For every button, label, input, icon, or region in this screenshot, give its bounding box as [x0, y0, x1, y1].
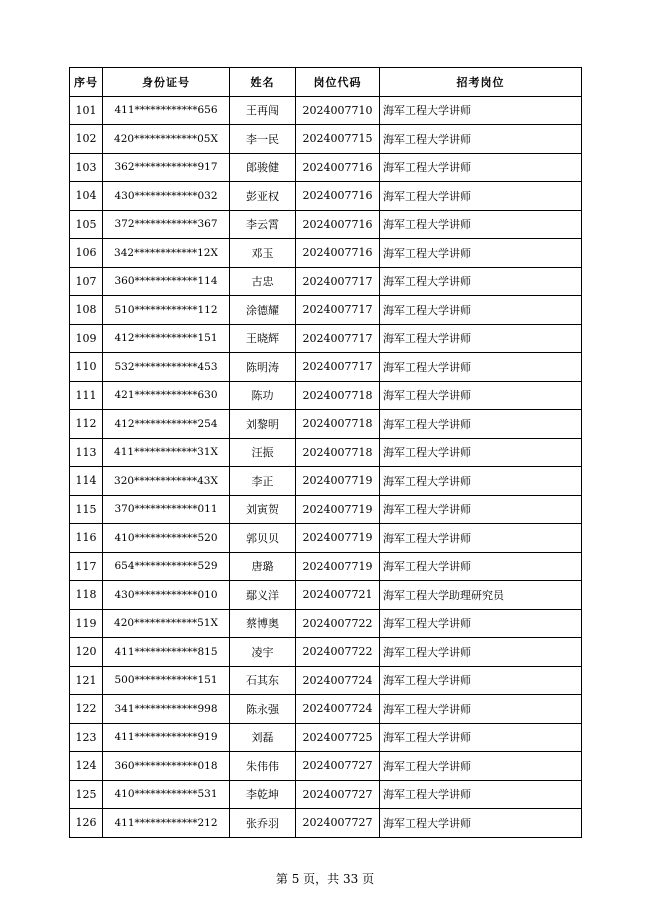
cell-serial: 111 — [70, 381, 103, 410]
table-row — [70, 581, 582, 610]
cell-name: 陈功 — [230, 381, 296, 410]
cell-serial: 117 — [70, 552, 103, 581]
cell-id-number: 500************151 — [103, 666, 230, 695]
cell-post-code: 2024007719 — [296, 495, 380, 524]
cell-post: 海军工程大学讲师 — [380, 438, 582, 467]
cell-id-number: 654************529 — [103, 552, 230, 581]
table-row — [70, 210, 582, 239]
cell-post: 海军工程大学讲师 — [380, 666, 582, 695]
cell-id-number: 510************112 — [103, 296, 230, 325]
cell-serial: 113 — [70, 438, 103, 467]
cell-id-number: 372************367 — [103, 210, 230, 239]
cell-post-code: 2024007724 — [296, 695, 380, 724]
cell-name: 石其东 — [230, 666, 296, 695]
table-row — [70, 267, 582, 296]
cell-post: 海军工程大学讲师 — [380, 780, 582, 809]
cell-name: 陈明涛 — [230, 353, 296, 382]
cell-post-code: 2024007716 — [296, 239, 380, 268]
cell-post-code: 2024007721 — [296, 581, 380, 610]
cell-id-number: 411************31X — [103, 438, 230, 467]
cell-serial: 109 — [70, 324, 103, 353]
cell-post-code: 2024007718 — [296, 438, 380, 467]
table-row — [70, 296, 582, 325]
cell-serial: 106 — [70, 239, 103, 268]
page-footer: 第 5 页，共 33 页 — [275, 872, 375, 886]
cell-id-number: 430************032 — [103, 182, 230, 211]
cell-post-code: 2024007717 — [296, 267, 380, 296]
cell-post: 海军工程大学讲师 — [380, 182, 582, 211]
table-header-row — [70, 68, 582, 97]
cell-post: 海军工程大学讲师 — [380, 296, 582, 325]
cell-id-number: 532************453 — [103, 353, 230, 382]
cell-post-code: 2024007715 — [296, 125, 380, 154]
cell-post: 海军工程大学讲师 — [380, 752, 582, 781]
cell-post-code: 2024007717 — [296, 353, 380, 382]
cell-post: 海军工程大学讲师 — [380, 695, 582, 724]
cell-id-number: 362************917 — [103, 153, 230, 182]
table-row — [70, 353, 582, 382]
cell-name: 蔡博奥 — [230, 609, 296, 638]
cell-name: 陈永强 — [230, 695, 296, 724]
cell-id-number: 342************12X — [103, 239, 230, 268]
cell-post: 海军工程大学讲师 — [380, 410, 582, 439]
cell-name: 张乔羽 — [230, 809, 296, 838]
cell-id-number: 410************520 — [103, 524, 230, 553]
cell-post: 海军工程大学讲师 — [380, 353, 582, 382]
header-name: 姓名 — [230, 68, 296, 97]
cell-id-number: 412************254 — [103, 410, 230, 439]
cell-name: 彭亚权 — [230, 182, 296, 211]
cell-serial: 120 — [70, 638, 103, 667]
cell-id-number: 410************531 — [103, 780, 230, 809]
cell-serial: 102 — [70, 125, 103, 154]
cell-post: 海军工程大学讲师 — [380, 495, 582, 524]
cell-id-number: 360************018 — [103, 752, 230, 781]
cell-post-code: 2024007719 — [296, 524, 380, 553]
cell-name: 古忠 — [230, 267, 296, 296]
table-row — [70, 410, 582, 439]
cell-post-code: 2024007718 — [296, 410, 380, 439]
cell-post-code: 2024007718 — [296, 381, 380, 410]
cell-name: 涂德耀 — [230, 296, 296, 325]
cell-post-code: 2024007710 — [296, 96, 380, 125]
table-row — [70, 723, 582, 752]
cell-serial: 105 — [70, 210, 103, 239]
cell-serial: 114 — [70, 467, 103, 496]
table-row — [70, 96, 582, 125]
table-row — [70, 666, 582, 695]
table-row — [70, 609, 582, 638]
table-row — [70, 552, 582, 581]
header-id-number: 身份证号 — [103, 68, 230, 97]
cell-post: 海军工程大学讲师 — [380, 638, 582, 667]
cell-name: 刘黎明 — [230, 410, 296, 439]
cell-serial: 103 — [70, 153, 103, 182]
cell-name: 李正 — [230, 467, 296, 496]
cell-post-code: 2024007725 — [296, 723, 380, 752]
table-row — [70, 780, 582, 809]
cell-post-code: 2024007727 — [296, 780, 380, 809]
header-post: 招考岗位 — [380, 68, 582, 97]
cell-serial: 119 — [70, 609, 103, 638]
cell-post: 海军工程大学讲师 — [380, 153, 582, 182]
cell-name: 郭贝贝 — [230, 524, 296, 553]
table-row — [70, 695, 582, 724]
cell-post: 海军工程大学讲师 — [380, 524, 582, 553]
cell-post: 海军工程大学讲师 — [380, 609, 582, 638]
header-post-code: 岗位代码 — [296, 68, 380, 97]
cell-id-number: 421************630 — [103, 381, 230, 410]
cell-post-code: 2024007722 — [296, 609, 380, 638]
cell-name: 汪振 — [230, 438, 296, 467]
cell-post: 海军工程大学讲师 — [380, 381, 582, 410]
cell-id-number: 320************43X — [103, 467, 230, 496]
cell-post: 海军工程大学讲师 — [380, 552, 582, 581]
cell-post: 海军工程大学讲师 — [380, 467, 582, 496]
table-row — [70, 125, 582, 154]
cell-serial: 126 — [70, 809, 103, 838]
cell-post: 海军工程大学讲师 — [380, 324, 582, 353]
cell-id-number: 411************656 — [103, 96, 230, 125]
cell-name: 李一民 — [230, 125, 296, 154]
cell-serial: 115 — [70, 495, 103, 524]
cell-name: 鄢义洋 — [230, 581, 296, 610]
cell-serial: 121 — [70, 666, 103, 695]
cell-post-code: 2024007724 — [296, 666, 380, 695]
table-row — [70, 638, 582, 667]
cell-serial: 108 — [70, 296, 103, 325]
table-row — [70, 467, 582, 496]
cell-serial: 124 — [70, 752, 103, 781]
cell-name: 李乾坤 — [230, 780, 296, 809]
table-row — [70, 809, 582, 838]
cell-id-number: 420************05X — [103, 125, 230, 154]
table-body — [70, 96, 582, 837]
cell-post-code: 2024007727 — [296, 752, 380, 781]
cell-id-number: 411************919 — [103, 723, 230, 752]
cell-name: 刘寅贺 — [230, 495, 296, 524]
header-serial: 序号 — [70, 68, 103, 97]
cell-post-code: 2024007727 — [296, 809, 380, 838]
cell-serial: 125 — [70, 780, 103, 809]
cell-name: 刘磊 — [230, 723, 296, 752]
cell-serial: 104 — [70, 182, 103, 211]
cell-post: 海军工程大学讲师 — [380, 267, 582, 296]
cell-post-code: 2024007716 — [296, 182, 380, 211]
cell-name: 郎骏健 — [230, 153, 296, 182]
cell-post-code: 2024007717 — [296, 324, 380, 353]
cell-name: 王晓辉 — [230, 324, 296, 353]
cell-id-number: 430************010 — [103, 581, 230, 610]
cell-name: 王再闯 — [230, 96, 296, 125]
cell-id-number: 411************212 — [103, 809, 230, 838]
cell-post: 海军工程大学讲师 — [380, 96, 582, 125]
cell-serial: 101 — [70, 96, 103, 125]
cell-serial: 107 — [70, 267, 103, 296]
cell-post-code: 2024007716 — [296, 153, 380, 182]
cell-post-code: 2024007717 — [296, 296, 380, 325]
table-row — [70, 153, 582, 182]
cell-post-code: 2024007719 — [296, 552, 380, 581]
cell-post: 海军工程大学讲师 — [380, 723, 582, 752]
cell-post: 海军工程大学讲师 — [380, 210, 582, 239]
cell-name: 朱伟伟 — [230, 752, 296, 781]
cell-post: 海军工程大学讲师 — [380, 125, 582, 154]
cell-post-code: 2024007719 — [296, 467, 380, 496]
table-row — [70, 324, 582, 353]
cell-id-number: 370************011 — [103, 495, 230, 524]
candidate-table — [69, 67, 582, 838]
cell-serial: 122 — [70, 695, 103, 724]
cell-post-code: 2024007722 — [296, 638, 380, 667]
cell-id-number: 411************815 — [103, 638, 230, 667]
cell-serial: 116 — [70, 524, 103, 553]
cell-serial: 110 — [70, 353, 103, 382]
table-row — [70, 524, 582, 553]
cell-serial: 123 — [70, 723, 103, 752]
cell-post-code: 2024007716 — [296, 210, 380, 239]
cell-post: 海军工程大学助理研究员 — [380, 581, 582, 610]
cell-id-number: 360************114 — [103, 267, 230, 296]
table-row — [70, 239, 582, 268]
table-row — [70, 182, 582, 211]
cell-id-number: 412************151 — [103, 324, 230, 353]
cell-serial: 118 — [70, 581, 103, 610]
cell-id-number: 420************51X — [103, 609, 230, 638]
table-row — [70, 438, 582, 467]
table-row — [70, 752, 582, 781]
cell-name: 凌宇 — [230, 638, 296, 667]
table-row — [70, 495, 582, 524]
cell-post: 海军工程大学讲师 — [380, 809, 582, 838]
cell-post: 海军工程大学讲师 — [380, 239, 582, 268]
cell-name: 邓玉 — [230, 239, 296, 268]
cell-id-number: 341************998 — [103, 695, 230, 724]
cell-name: 李云霄 — [230, 210, 296, 239]
cell-serial: 112 — [70, 410, 103, 439]
cell-name: 唐璐 — [230, 552, 296, 581]
table-row — [70, 381, 582, 410]
